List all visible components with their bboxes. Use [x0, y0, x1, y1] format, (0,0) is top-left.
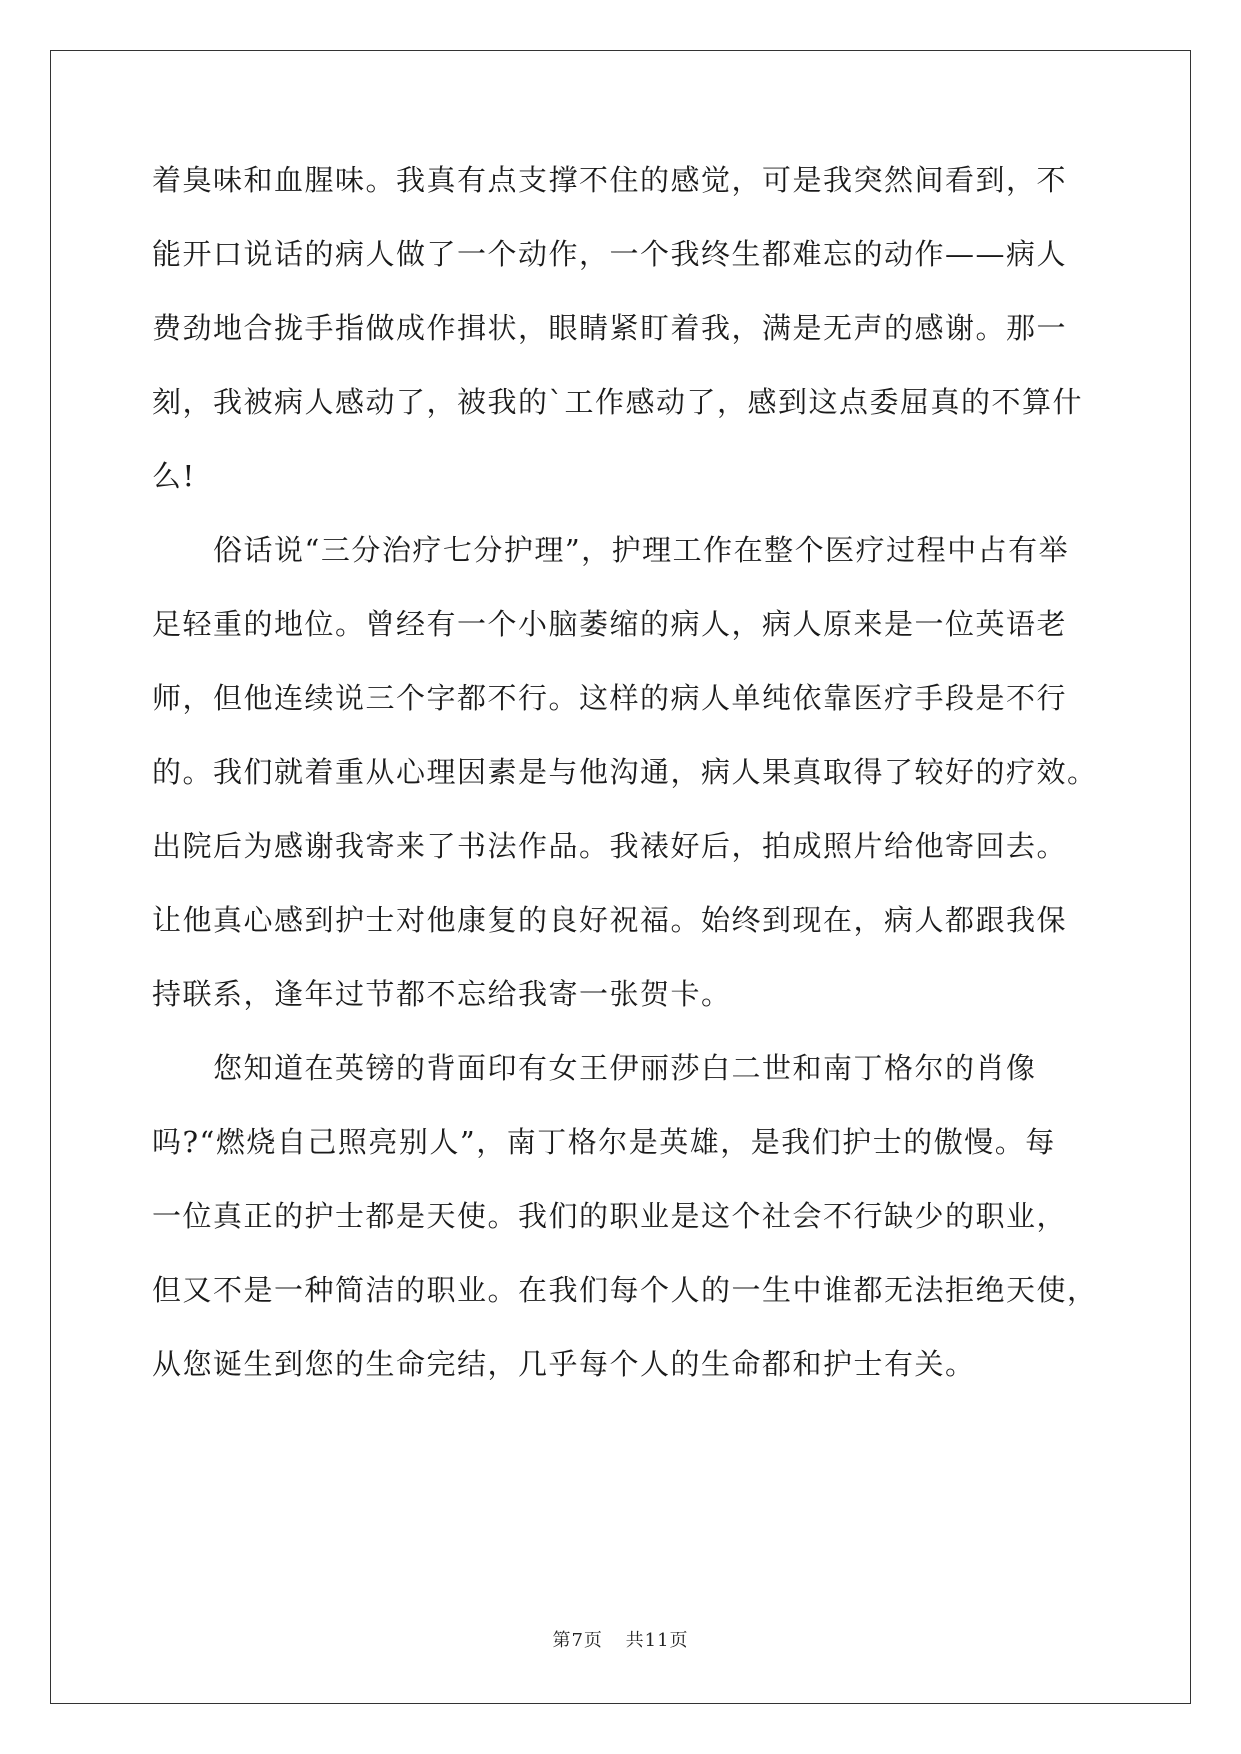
total-page-count: 共11页: [625, 1630, 689, 1651]
paragraph-1: [152, 160, 1092, 530]
paragraph-2: [152, 530, 1098, 1048]
text-line: 吗?“燃烧自己照亮别人”，南丁格尔是英雄，是我们护士的傲慢。每: [152, 1125, 1056, 1159]
page-footer: [0, 1626, 1241, 1652]
text-line: 费劲地合拢手指做成作揖状，眼睛紧盯着我，满是无声的感谢。那一: [152, 311, 1068, 345]
text-line: 么!: [152, 459, 196, 493]
text-line: 但又不是一种简洁的职业。在我们每个人的一生中谁都无法拒绝天使，: [152, 1273, 1098, 1307]
document-body: [152, 160, 1098, 1418]
text-line: 让他真心感到护士对他康复的良好祝福。始终到现在，病人都跟我保: [152, 903, 1068, 937]
text-line: 能开口说话的病人做了一个动作，一个我终生都难忘的动作——病人: [152, 237, 1068, 271]
text-line: 一位真正的护士都是天使。我们的职业是这个社会不行缺少的职业，: [152, 1199, 1068, 1233]
text-line: 您知道在英镑的背面印有女王伊丽莎白二世和南丁格尔的肖像: [213, 1051, 1037, 1085]
text-line: 从您诞生到您的生命完结，几乎每个人的生命都和护士有关。: [152, 1347, 976, 1381]
current-page-number: 第7页: [552, 1630, 603, 1651]
text-line: 俗话说“三分治疗七分护理”，护理工作在整个医疗过程中占有举: [213, 533, 1070, 567]
text-line: 师，但他连续说三个字都不行。这样的病人单纯依靠医疗手段是不行: [152, 681, 1068, 715]
text-line: 的。我们就着重从心理因素是与他沟通，病人果真取得了较好的疗效。: [152, 755, 1098, 789]
text-line: 着臭味和血腥味。我真有点支撑不住的感觉，可是我突然间看到，不: [152, 163, 1068, 197]
text-line: 足轻重的地位。曾经有一个小脑萎缩的病人，病人原来是一位英语老: [152, 607, 1068, 641]
text-line: 出院后为感谢我寄来了书法作品。我裱好后，拍成照片给他寄回去。: [152, 829, 1068, 863]
text-line: 持联系，逢年过节都不忘给我寄一张贺卡。: [152, 977, 732, 1011]
paragraph-3: [152, 1048, 1098, 1418]
text-line: 刻，我被病人感动了，被我的`工作感动了，感到这点委屈真的不算什: [152, 385, 1084, 419]
